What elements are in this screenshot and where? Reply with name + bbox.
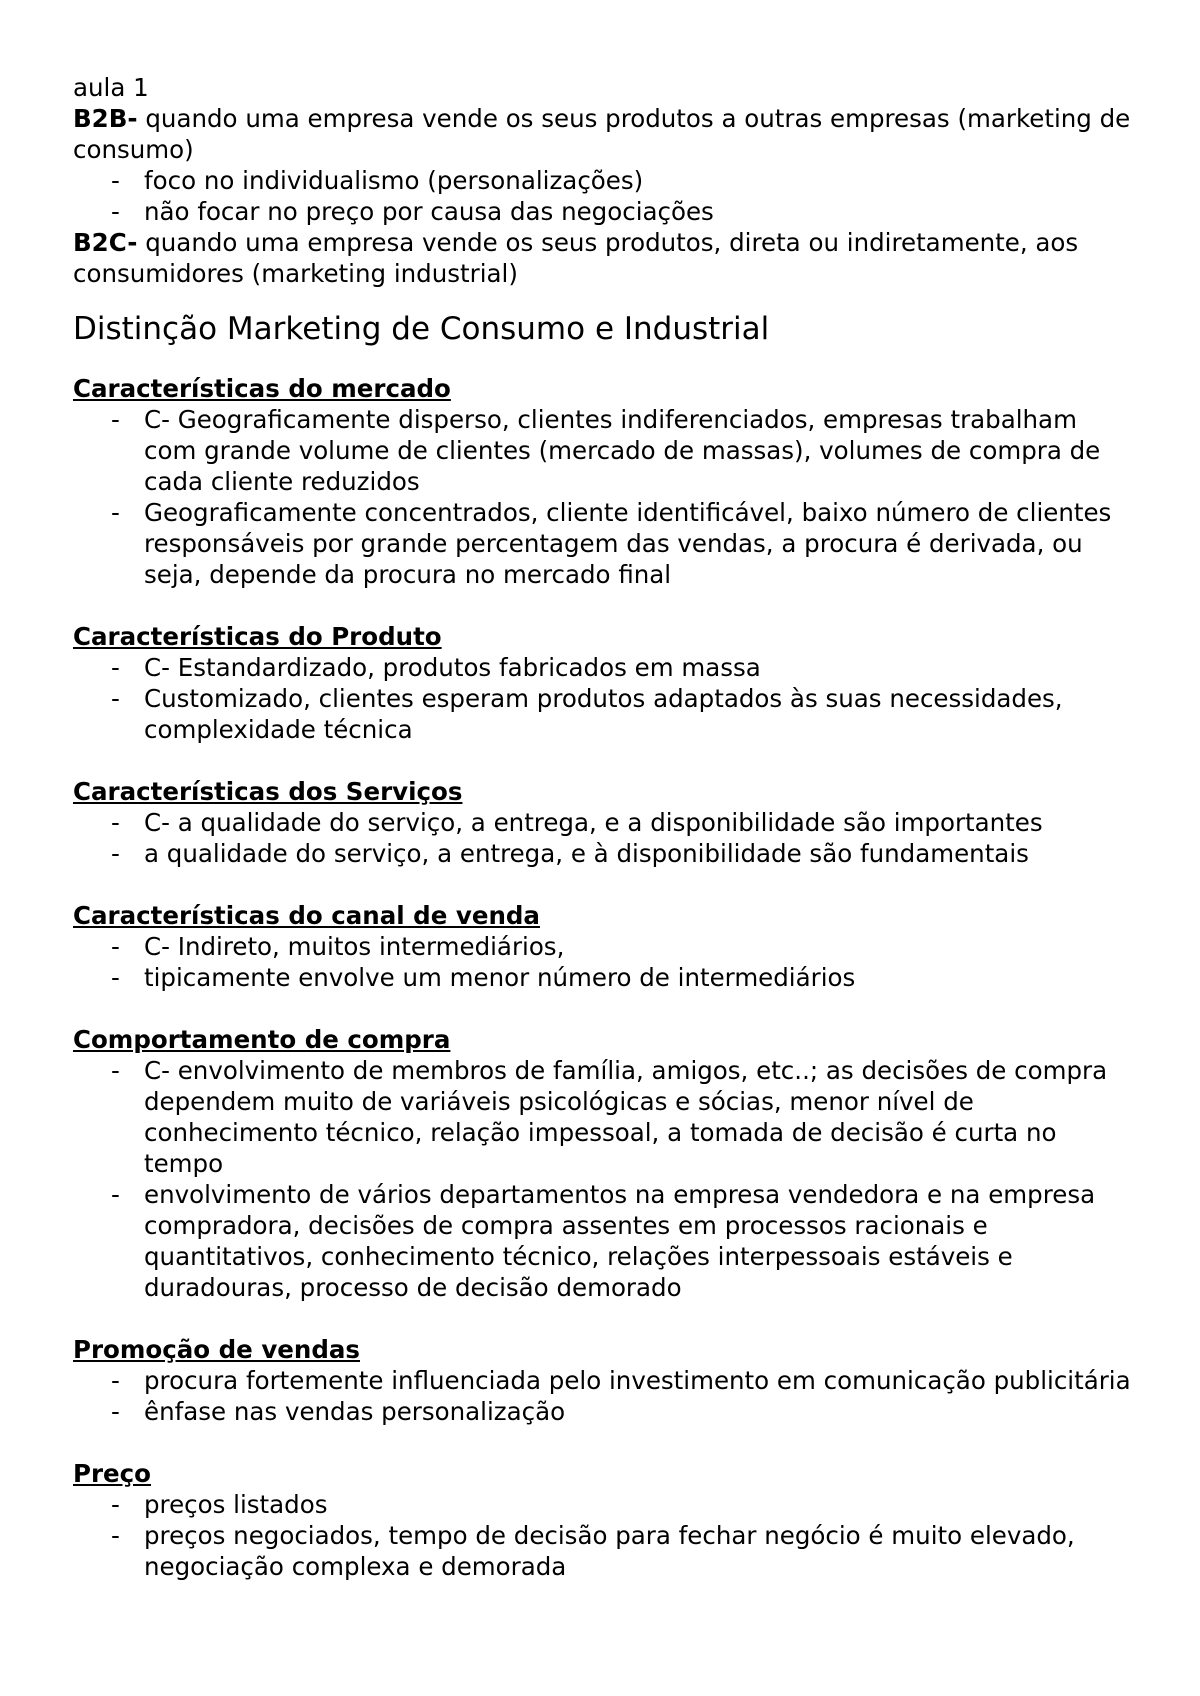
b2b-list	[73, 165, 1133, 227]
b2c-term: B2C-	[73, 228, 138, 257]
section-title: Características do Produto	[73, 622, 442, 651]
section-comportamento	[73, 1024, 1133, 1303]
list-item: - preços listados	[111, 1489, 1133, 1520]
list-item: - envolvimento de vários departamentos na empresa vendedora e na empresa compradora, decisões de compra assentes em processos racionais e quantitativos, conhecimento técnico, relações interpessoais estáveis e duradouras, processo de decisão demorado	[111, 1179, 1133, 1303]
page-heading: Distinção Marketing de Consumo e Industrial	[73, 311, 770, 347]
section-title: Características do mercado	[73, 374, 451, 403]
b2c-definition	[73, 227, 1133, 289]
section-list	[73, 807, 1133, 869]
section-list	[73, 931, 1133, 993]
section-title: Comportamento de compra	[73, 1025, 451, 1054]
list-item: - Customizado, clientes esperam produtos adaptados às suas necessidades, complexidade técnica	[111, 683, 1133, 745]
section-servicos	[73, 776, 1133, 869]
list-item: - C- a qualidade do serviço, a entrega, e a disponibilidade são importantes	[111, 807, 1133, 838]
b2b-term: B2B-	[73, 104, 138, 133]
section-canal	[73, 900, 1133, 993]
list-item: - Geograficamente concentrados, cliente identificável, baixo número de clientes responsáveis por grande percentagem das vendas, a procura é derivada, ou seja, depende da procura no mercado final	[111, 497, 1133, 590]
section-produto	[73, 621, 1133, 745]
section-list	[73, 1055, 1133, 1303]
section-title: Características dos Serviços	[73, 777, 463, 806]
section-title: Promoção de vendas	[73, 1335, 361, 1364]
section-list	[73, 652, 1133, 745]
list-item: - C- Geograficamente disperso, clientes indiferenciados, empresas trabalham com grande volume de clientes (mercado de massas), volumes de compra de cada cliente reduzidos	[111, 404, 1133, 497]
document-page	[73, 72, 1133, 1582]
b2c-text: quando uma empresa vende os seus produtos, direta ou indiretamente, aos consumidores (marketing industrial)	[73, 228, 1079, 288]
section-promocao	[73, 1334, 1133, 1427]
section-list	[73, 1489, 1133, 1582]
section-mercado	[73, 373, 1133, 590]
b2b-definition	[73, 103, 1133, 165]
section-list	[73, 1365, 1133, 1427]
list-item: - C- Estandardizado, produtos fabricados em massa	[111, 652, 1133, 683]
list-item: - foco no individualismo (personalizações)	[111, 165, 1133, 196]
section-list	[73, 404, 1133, 590]
b2b-text: quando uma empresa vende os seus produtos a outras empresas (marketing de consumo)	[73, 104, 1131, 164]
list-item: - C- envolvimento de membros de família, amigos, etc..; as decisões de compra dependem muito de variáveis psicológicas e sócias, menor nível de conhecimento técnico, relação impessoal, a tomada de decisão é curta no tempo	[111, 1055, 1133, 1179]
list-item: - ênfase nas vendas personalização	[111, 1396, 1133, 1427]
lesson-label: aula 1	[73, 73, 149, 102]
section-title: Preço	[73, 1459, 152, 1488]
list-item: - C- Indireto, muitos intermediários,	[111, 931, 1133, 962]
section-preco	[73, 1458, 1133, 1582]
list-item: - preços negociados, tempo de decisão para fechar negócio é muito elevado, negociação complexa e demorada	[111, 1520, 1133, 1582]
section-title: Características do canal de venda	[73, 901, 540, 930]
list-item: - não focar no preço por causa das negociações	[111, 196, 1133, 227]
list-item: - a qualidade do serviço, a entrega, e à disponibilidade são fundamentais	[111, 838, 1133, 869]
list-item: - procura fortemente influenciada pelo investimento em comunicação publicitária	[111, 1365, 1133, 1396]
list-item: - tipicamente envolve um menor número de intermediários	[111, 962, 1133, 993]
